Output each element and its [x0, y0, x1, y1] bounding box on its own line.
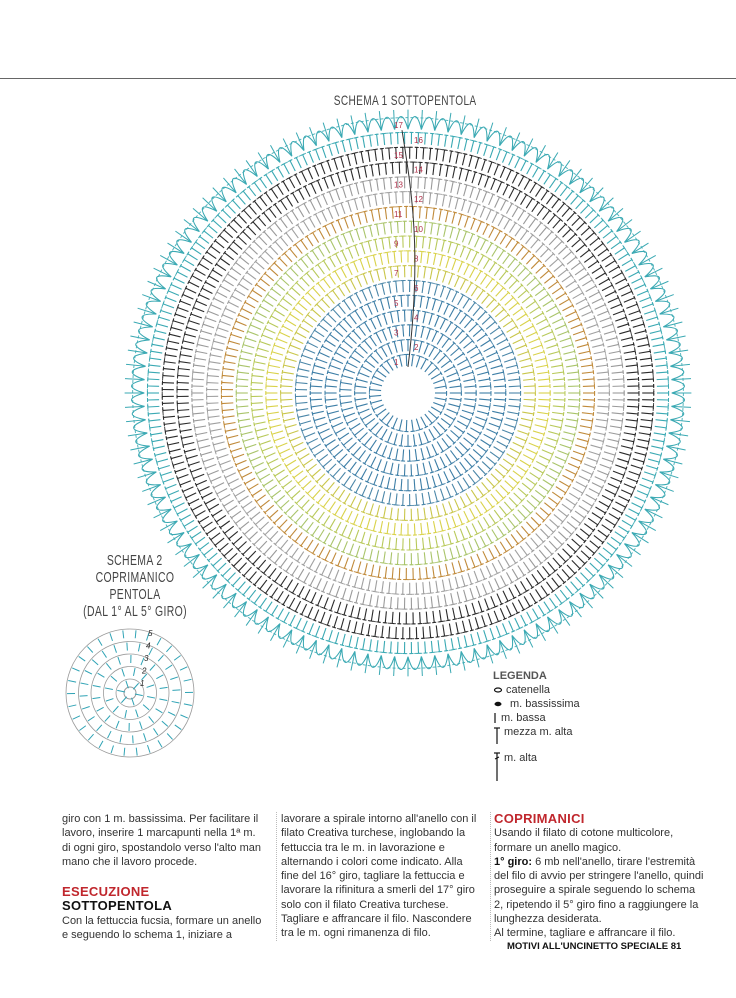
stitch-mark — [149, 716, 154, 722]
chain-oval-icon — [493, 683, 503, 695]
stitch-mark — [107, 731, 111, 738]
slip-stitch-dot-icon — [493, 697, 507, 709]
stitch-mark — [138, 644, 140, 652]
round-ring — [66, 629, 194, 757]
stitch-mark — [175, 725, 182, 730]
stitch-mark — [140, 721, 143, 729]
round-number: 2 — [142, 666, 147, 676]
stitch-mark — [165, 665, 172, 669]
stitch-mark — [81, 683, 89, 685]
text-column-3: COPRIMANICI Usando il filato di cotone multicolore, formare un anello magico. 1° giro: 6 mb nell'anello, tirare l'estremità del filo di avvio per stringere l'anello, quindi proseguire a spirale seguendo lo schema 2, ripetendo il 5° giro fino a raggiungere la lunghezza desiderata. Al termine, tagliare e affrancare il filo. — [490, 812, 706, 941]
stitch-mark — [123, 630, 124, 638]
stitch-mark — [160, 687, 168, 688]
stitch-mark — [72, 668, 79, 671]
stitch-mark — [180, 715, 187, 718]
stitch-mark — [158, 740, 162, 747]
single-crochet-icon — [493, 711, 498, 723]
stitch-mark — [85, 670, 92, 674]
stitch-mark — [172, 701, 180, 703]
schema1-title: SCHEMA 1 SOTTOPENTOLA — [333, 92, 477, 108]
stitch-mark — [147, 745, 150, 753]
round-ring — [79, 642, 182, 745]
stitch-mark — [73, 716, 80, 719]
round-number: 4 — [146, 641, 151, 651]
stitch-mark — [106, 699, 114, 702]
page-footer: MOTIVI ALL'UNCINETTO SPECIALE 81 — [507, 941, 682, 952]
text-column-1: giro con 1 m. bassissima. Per facilitare il lavoro, inserire 1 marcapunti nella 1ª m. di ogni giro, spostandolo verso l'alto man mano che il lavoro procede. ESECUZIONE SOTTOPENTOLA Con la fettuccia fucsia, formare un anello e seguendo lo schema 1, iniziare a — [62, 812, 267, 942]
round-number: 14 — [414, 165, 423, 175]
stitch-mark — [136, 748, 137, 756]
legend — [493, 669, 580, 781]
stitch-mark — [88, 716, 95, 720]
round-number: 5 — [394, 298, 399, 308]
round-number: 8 — [414, 254, 419, 264]
stitch-mark — [111, 676, 117, 681]
round-number: 6 — [414, 284, 419, 293]
text-column-2: lavorare a spirale intorno all'anello con il filato Creativa turchese, inglobando la fettuccia tra le m. in lavorazione e alternando i colori come indicato. Alla fine del 16° giro, tagliare la fettuccia e lavorare la rifinitura a smerli del 17° giro solo con il filato Creativa turchese. Tagliare e affrancare il filo. Nascondere tra le m. ogni rimanenza di filo. — [276, 812, 482, 941]
stitch-mark — [159, 699, 167, 701]
stitch-mark — [87, 647, 92, 653]
round-number: 3 — [144, 654, 149, 663]
stitch-mark — [120, 735, 122, 743]
stitch-mark — [147, 696, 155, 698]
round-number: 13 — [394, 180, 403, 190]
stitch-mark — [174, 655, 180, 660]
stitch-mark — [106, 663, 111, 669]
section-heading-esecuzione: ESECUZIONE — [62, 884, 150, 900]
stitch-mark — [98, 639, 102, 646]
stitch-mark — [82, 707, 90, 710]
stitch-mark — [113, 706, 118, 712]
legend-title: LEGENDA — [493, 670, 547, 682]
stitch-mark — [126, 681, 129, 689]
stitch-mark — [125, 710, 127, 718]
stitch-mark — [110, 633, 113, 641]
round-number: 3 — [394, 328, 399, 338]
stitch-mark — [79, 726, 85, 731]
stitch-mark — [99, 741, 103, 748]
stitch-mark — [143, 705, 149, 710]
round-ring — [104, 667, 157, 720]
stitch-mark — [157, 638, 161, 645]
legend-item: m. alta — [493, 751, 580, 781]
stitch-mark — [133, 668, 135, 676]
stitch-mark — [97, 725, 102, 731]
stitch-mark — [147, 685, 155, 688]
stitch-mark — [144, 733, 147, 741]
stitch-mark — [68, 680, 76, 682]
stitch-mark — [133, 683, 138, 689]
legend-item: m. bassa — [493, 711, 580, 725]
double-crochet-icon — [493, 751, 501, 781]
round-number: 1 — [140, 679, 145, 688]
round-ring — [91, 654, 169, 732]
stitch-mark — [180, 667, 187, 670]
stitch-mark — [170, 677, 178, 680]
stitch-mark — [102, 651, 106, 658]
stitch-mark — [97, 707, 104, 711]
stitch-mark — [118, 657, 121, 665]
stitch-mark — [150, 665, 155, 671]
stitch-mark — [162, 721, 168, 726]
stitch-mark — [132, 698, 135, 706]
stitch-mark — [158, 655, 163, 661]
stitch-mark — [116, 721, 119, 728]
stitch-mark — [135, 630, 136, 638]
stitch-mark — [166, 646, 171, 652]
stitch-mark — [93, 685, 101, 687]
stitch-mark — [111, 745, 113, 753]
round-number: 16 — [414, 136, 423, 145]
round-number: 4 — [414, 313, 419, 323]
stitch-mark — [156, 709, 163, 713]
stitch-mark — [122, 669, 125, 677]
stitch-mark — [98, 673, 105, 677]
section-heading-sottopentola: SOTTOPENTOLA — [62, 898, 173, 914]
section-heading-coprimanici: COPRIMANICI — [494, 811, 585, 826]
stitch-mark — [168, 712, 175, 716]
stitch-mark — [156, 675, 163, 679]
stitch-mark — [124, 748, 125, 756]
stitch-mark — [167, 734, 172, 740]
stitch-mark — [69, 705, 77, 707]
legend-item: mezza m. alta — [493, 725, 580, 747]
round-number: 12 — [414, 195, 423, 205]
stitch-mark — [88, 734, 93, 740]
stitch-mark — [121, 697, 126, 703]
round-number: 11 — [394, 210, 403, 219]
stitch-mark — [92, 660, 98, 665]
stitch-mark — [114, 645, 117, 653]
round-number: 5 — [148, 629, 153, 638]
stitch-mark — [92, 697, 100, 698]
stitch-mark — [105, 688, 113, 690]
round-number: 7 — [394, 269, 399, 279]
stitch-mark — [105, 715, 110, 721]
stitch-mark — [136, 710, 139, 718]
half-double-crochet-icon — [493, 725, 501, 745]
round-number: 17 — [394, 121, 403, 131]
round-number: 10 — [414, 224, 423, 234]
stitch-mark — [153, 728, 157, 735]
round-number: 15 — [394, 150, 403, 160]
legend-item: catenella — [493, 683, 580, 697]
round-number: 1 — [394, 358, 399, 367]
schema2-title: SCHEMA 2 COPRIMANICO PENTOLA (DAL 1° AL 5° GIRO) — [83, 553, 187, 620]
round-number: 9 — [394, 239, 399, 249]
stitch-mark — [184, 679, 192, 681]
legend-item: m. bassissima — [493, 697, 580, 711]
stitch-mark — [79, 656, 86, 661]
stitch-mark — [184, 704, 192, 706]
round-number: 2 — [414, 343, 419, 353]
